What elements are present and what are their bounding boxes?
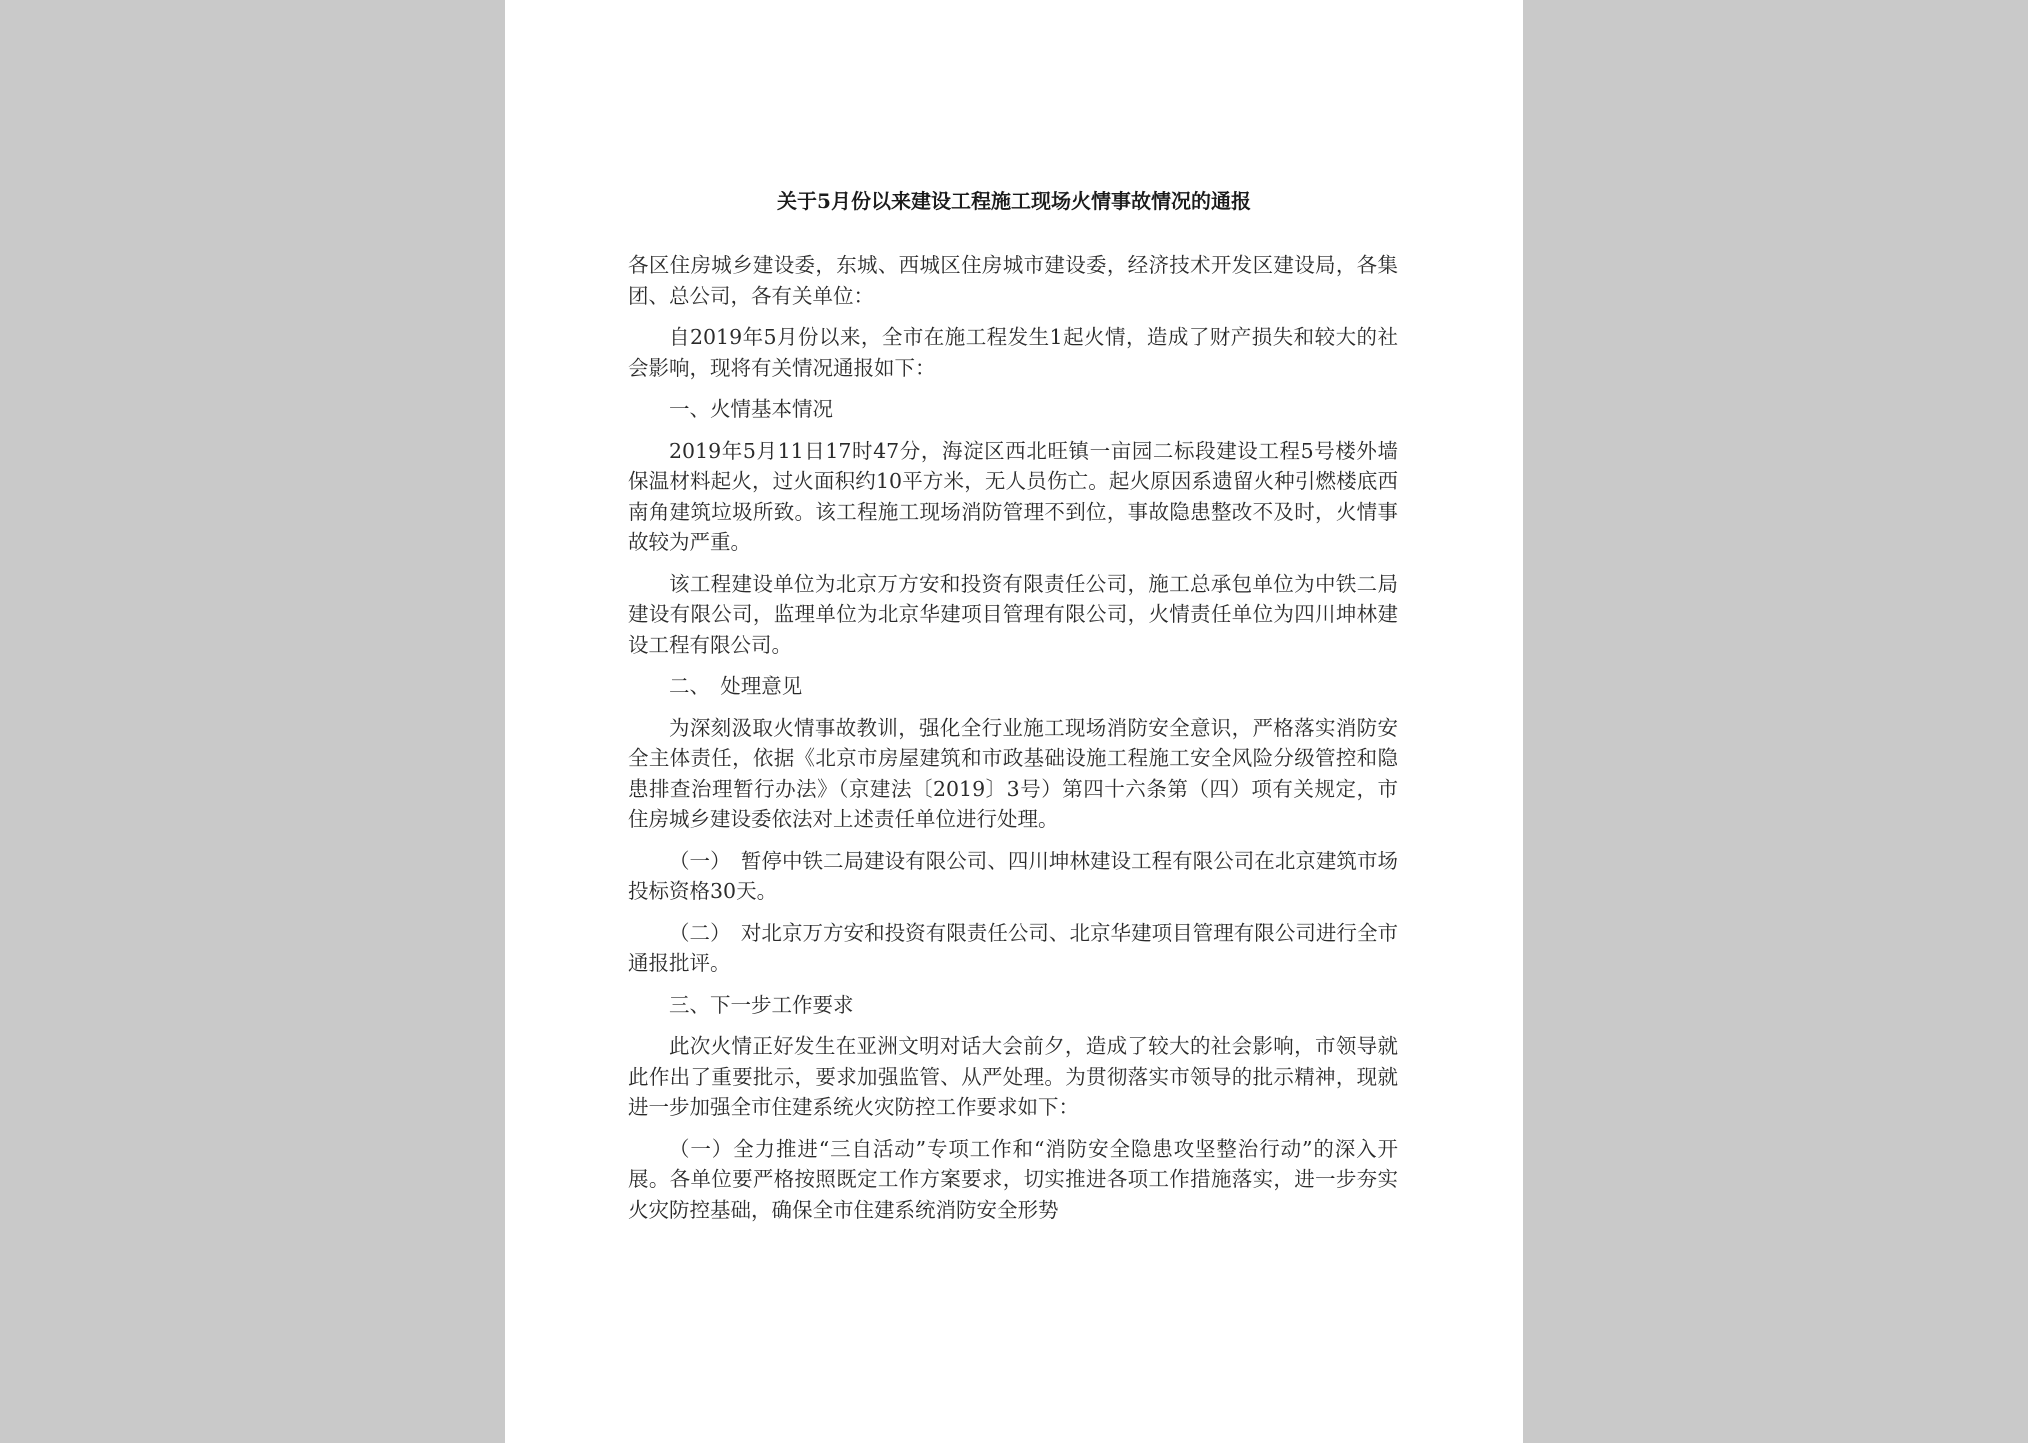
paragraph-fire-details: 2019年5月11日17时47分，海淀区西北旺镇一亩园二标段建设工程5号楼外墙保温材料起火，过火面积约10平方米，无人员伤亡。起火原因系遗留火种引燃楼底西南角建筑垃圾所致。该工程施工现场消防管理不到位，事故隐患整改不及时，火情事故较为严重。 (628, 438, 1398, 554)
paragraph-requirement-1: （一）全力推进“三自活动”专项工作和“消防安全隐患攻坚整治行动”的深入开展。各单位要严格按照既定工作方案要求，切实推进各项工作措施落实，进一步夯实火灾防控基础，确保全市住建系统消防安全形势 (628, 1136, 1398, 1222)
paragraph-handling-item-1: （一） 暂停中铁二局建设有限公司、四川坤林建设工程有限公司在北京建筑市场投标资格30天。 (628, 848, 1398, 903)
section-heading-1: 一、火情基本情况 (669, 397, 833, 421)
document-title: 关于5月份以来建设工程施工现场火情事故情况的通报 (777, 189, 1251, 213)
paragraph-addressees: 各区住房城乡建设委，东城、西城区住房城市建设委，经济技术开发区建设局，各集团、总公司，各有关单位： (628, 253, 1398, 308)
document-page (505, 0, 1523, 1443)
paragraph-intro: 自2019年5月份以来，全市在施工程发生1起火情，造成了财产损失和较大的社会影响，现将有关情况通报如下： (628, 325, 1398, 380)
paragraph-requirements-intro: 此次火情正好发生在亚洲文明对话大会前夕，造成了较大的社会影响，市领导就此作出了重要批示，要求加强监管、从严处理。为贯彻落实市领导的批示精神，现就进一步加强全市住建系统火灾防控工作要求如下： (628, 1034, 1398, 1119)
document-body (628, 250, 1398, 1236)
section-heading-3: 三、下一步工作要求 (669, 992, 854, 1017)
paragraph-handling: 为深刻汲取火情事故教训，强化全行业施工现场消防安全意识，严格落实消防安全主体责任，依据《北京市房屋建筑和市政基础设施工程施工安全风险分级管控和隐患排查治理暂行办法》（京建法〔2019〕3号）第四十六条第（四）项有关规定，市住房城乡建设委依法对上述责任单位进行处理。 (628, 715, 1398, 831)
paragraph-responsible-units: 该工程建设单位为北京万方安和投资有限责任公司，施工总承包单位为中铁二局建设有限公司，监理单位为北京华建项目管理有限公司，火情责任单位为四川坤林建设工程有限公司。 (628, 571, 1398, 657)
section-heading-2: 二、 处理意见 (669, 674, 803, 698)
paragraph-handling-item-2: （二） 对北京万方安和投资有限责任公司、北京华建项目管理有限公司进行全市通报批评。 (628, 920, 1398, 975)
